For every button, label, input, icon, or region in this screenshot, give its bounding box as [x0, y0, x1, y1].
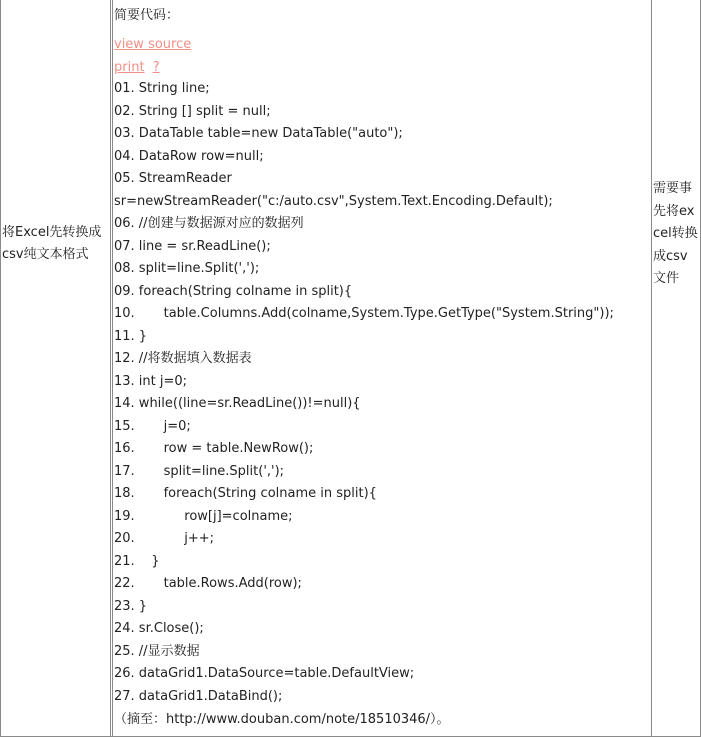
view-source-link[interactable]: view source [114, 37, 192, 52]
code-line: 05. StreamReader [114, 171, 232, 186]
code-line: 09. foreach(String colname in split){ [114, 283, 353, 299]
code-line: 21. } [114, 553, 160, 569]
code-line: 12. //将数据填入数据表 [114, 351, 252, 366]
code-line: 11. } [114, 328, 148, 344]
code-line: 22. table.Rows.Add(row); [114, 576, 302, 591]
note-cell: 需要事先将excel转换成csv文件 [653, 181, 698, 286]
code-line: 13. int j=0; [114, 373, 188, 389]
code-line: 14. while((line=sr.ReadLine())!=null){ [114, 396, 361, 411]
code-intro: 简要代码： [114, 8, 180, 23]
code-line: 03. DataTable table=new DataTable("auto"); [114, 126, 403, 141]
code-line: 16. row = table.NewRow(); [114, 441, 314, 456]
code-line: 15. j=0; [114, 418, 191, 434]
code-line: 06. //创建与数据源对应的数据列 [114, 216, 304, 231]
code-line: sr=newStreamReader("c:/auto.csv",System.Text.Encoding.Default); [114, 193, 553, 209]
source-note: （摘至：http://www.douban.com/note/18510346/）。 [114, 712, 450, 727]
code-line: 26. dataGrid1.DataSource=table.DefaultView; [114, 666, 415, 681]
column-divider-left-inner [112, 0, 113, 736]
help-link[interactable]: ? [152, 60, 160, 75]
code-line: 17. split=line.Split(','); [114, 463, 285, 479]
description-cell: 将Excel先转换成csv纯文本格式 [2, 225, 102, 262]
column-divider-right [651, 0, 652, 736]
code-line: 08. split=line.Split(','); [114, 261, 260, 276]
code-line: 23. } [114, 598, 148, 614]
code-listing [114, 78, 614, 708]
code-line: 01. String line; [114, 81, 210, 96]
code-line: 24. sr.Close(); [114, 621, 204, 636]
code-line: 10. table.Columns.Add(colname,System.Type.GetType("System.String")); [114, 306, 614, 321]
print-toolbar [114, 60, 160, 75]
column-divider-left [110, 0, 111, 736]
code-line: 25. //显示数据 [114, 643, 200, 659]
code-line: 04. DataRow row=null; [114, 148, 264, 164]
code-line: 20. j++; [114, 531, 215, 546]
code-line: 07. line = sr.ReadLine(); [114, 238, 271, 254]
code-line: 02. String [] split = null; [114, 103, 271, 119]
code-line: 18. foreach(String colname in split){ [114, 486, 377, 501]
code-line: 27. dataGrid1.DataBind(); [114, 688, 283, 704]
code-line: 19. row[j]=colname; [114, 508, 293, 524]
print-link[interactable]: print [114, 60, 145, 75]
